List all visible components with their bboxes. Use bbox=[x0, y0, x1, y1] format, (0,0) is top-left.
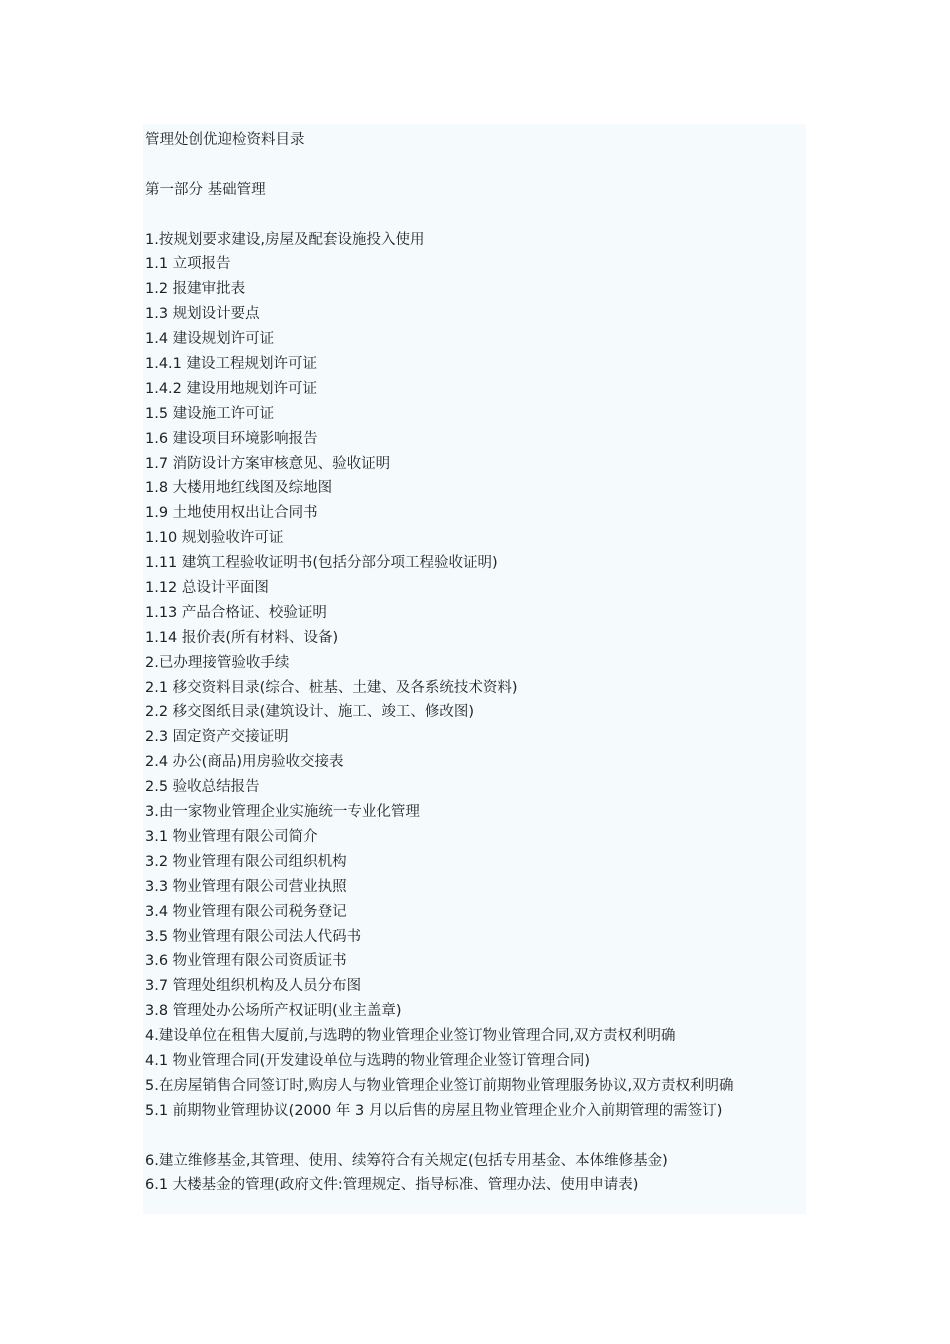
list-item: 3.2 物业管理有限公司组织机构 bbox=[145, 853, 347, 870]
list-item: 5.1 前期物业管理协议(2000 年 3 月以后售的房屋且物业管理企业介入前期管理的需签订) bbox=[145, 1102, 723, 1119]
list-item: 3.1 物业管理有限公司简介 bbox=[145, 828, 318, 845]
item-list bbox=[145, 228, 804, 1124]
list-item: 2.5 验收总结报告 bbox=[145, 779, 260, 796]
list-item: 1.按规划要求建设,房屋及配套设施投入使用 bbox=[145, 231, 425, 248]
list-item: 2.4 办公(商品)用房验收交接表 bbox=[145, 754, 344, 771]
list-item: 1.4 建设规划许可证 bbox=[145, 331, 275, 348]
list-item: 3.8 管理处办公场所产权证明(业主盖章) bbox=[145, 1003, 402, 1020]
list-item: 1.9 土地使用权出让合同书 bbox=[145, 505, 318, 522]
list-item: 1.14 报价表(所有材料、设备) bbox=[145, 629, 339, 646]
list-item: 1.13 产品合格证、校验证明 bbox=[145, 604, 327, 621]
spacer bbox=[145, 1124, 804, 1149]
list-item: 1.4.2 建设用地规划许可证 bbox=[145, 380, 318, 397]
list-item: 6.1 大楼基金的管理(政府文件:管理规定、指导标准、管理办法、使用申请表) bbox=[145, 1177, 639, 1194]
list-item: 1.11 建筑工程验收证明书(包括分部分项工程验收证明) bbox=[145, 555, 498, 572]
list-item: 5.在房屋销售合同签订时,购房人与物业管理企业签订前期物业管理服务协议,双方责权利明确 bbox=[145, 1077, 734, 1094]
list-item: 4.建设单位在租售大厦前,与选聘的物业管理企业签订物业管理合同,双方责权利明确 bbox=[145, 1028, 676, 1045]
list-item: 2.2 移交图纸目录(建筑设计、施工、竣工、修改图) bbox=[145, 704, 474, 721]
list-item: 3.3 物业管理有限公司营业执照 bbox=[145, 878, 347, 895]
list-item: 2.已办理接管验收手续 bbox=[145, 654, 290, 671]
list-item: 1.5 建设施工许可证 bbox=[145, 405, 275, 422]
list-item: 3.由一家物业管理企业实施统一专业化管理 bbox=[145, 804, 420, 821]
part-heading: 第一部分 基础管理 bbox=[145, 181, 266, 198]
list-item: 6.建立维修基金,其管理、使用、续筹符合有关规定(包括专用基金、本体维修基金) bbox=[145, 1152, 668, 1169]
list-item: 1.7 消防设计方案审核意见、验收证明 bbox=[145, 455, 391, 472]
document-body bbox=[143, 124, 806, 1214]
list-item: 1.8 大楼用地红线图及综地图 bbox=[145, 480, 333, 497]
item-list-continued bbox=[145, 1149, 804, 1199]
list-item: 3.5 物业管理有限公司法人代码书 bbox=[145, 928, 362, 945]
list-item: 1.12 总设计平面图 bbox=[145, 580, 269, 597]
list-item: 3.6 物业管理有限公司资质证书 bbox=[145, 953, 347, 970]
spacer bbox=[145, 153, 804, 178]
spacer bbox=[145, 203, 804, 228]
list-item: 1.4.1 建设工程规划许可证 bbox=[145, 356, 318, 373]
list-item: 4.1 物业管理合同(开发建设单位与选聘的物业管理企业签订管理合同) bbox=[145, 1052, 590, 1069]
list-item: 1.1 立项报告 bbox=[145, 256, 231, 273]
list-item: 1.10 规划验收许可证 bbox=[145, 530, 284, 547]
list-item: 3.7 管理处组织机构及人员分布图 bbox=[145, 978, 362, 995]
list-item: 2.1 移交资料目录(综合、桩基、土建、及各系统技术资料) bbox=[145, 679, 518, 696]
list-item: 1.3 规划设计要点 bbox=[145, 306, 260, 323]
list-item: 2.3 固定资产交接证明 bbox=[145, 729, 289, 746]
list-item: 1.6 建设项目环境影响报告 bbox=[145, 430, 318, 447]
document-title: 管理处创优迎检资料目录 bbox=[145, 132, 305, 148]
list-item: 3.4 物业管理有限公司税务登记 bbox=[145, 903, 347, 920]
list-item: 1.2 报建审批表 bbox=[145, 281, 246, 298]
